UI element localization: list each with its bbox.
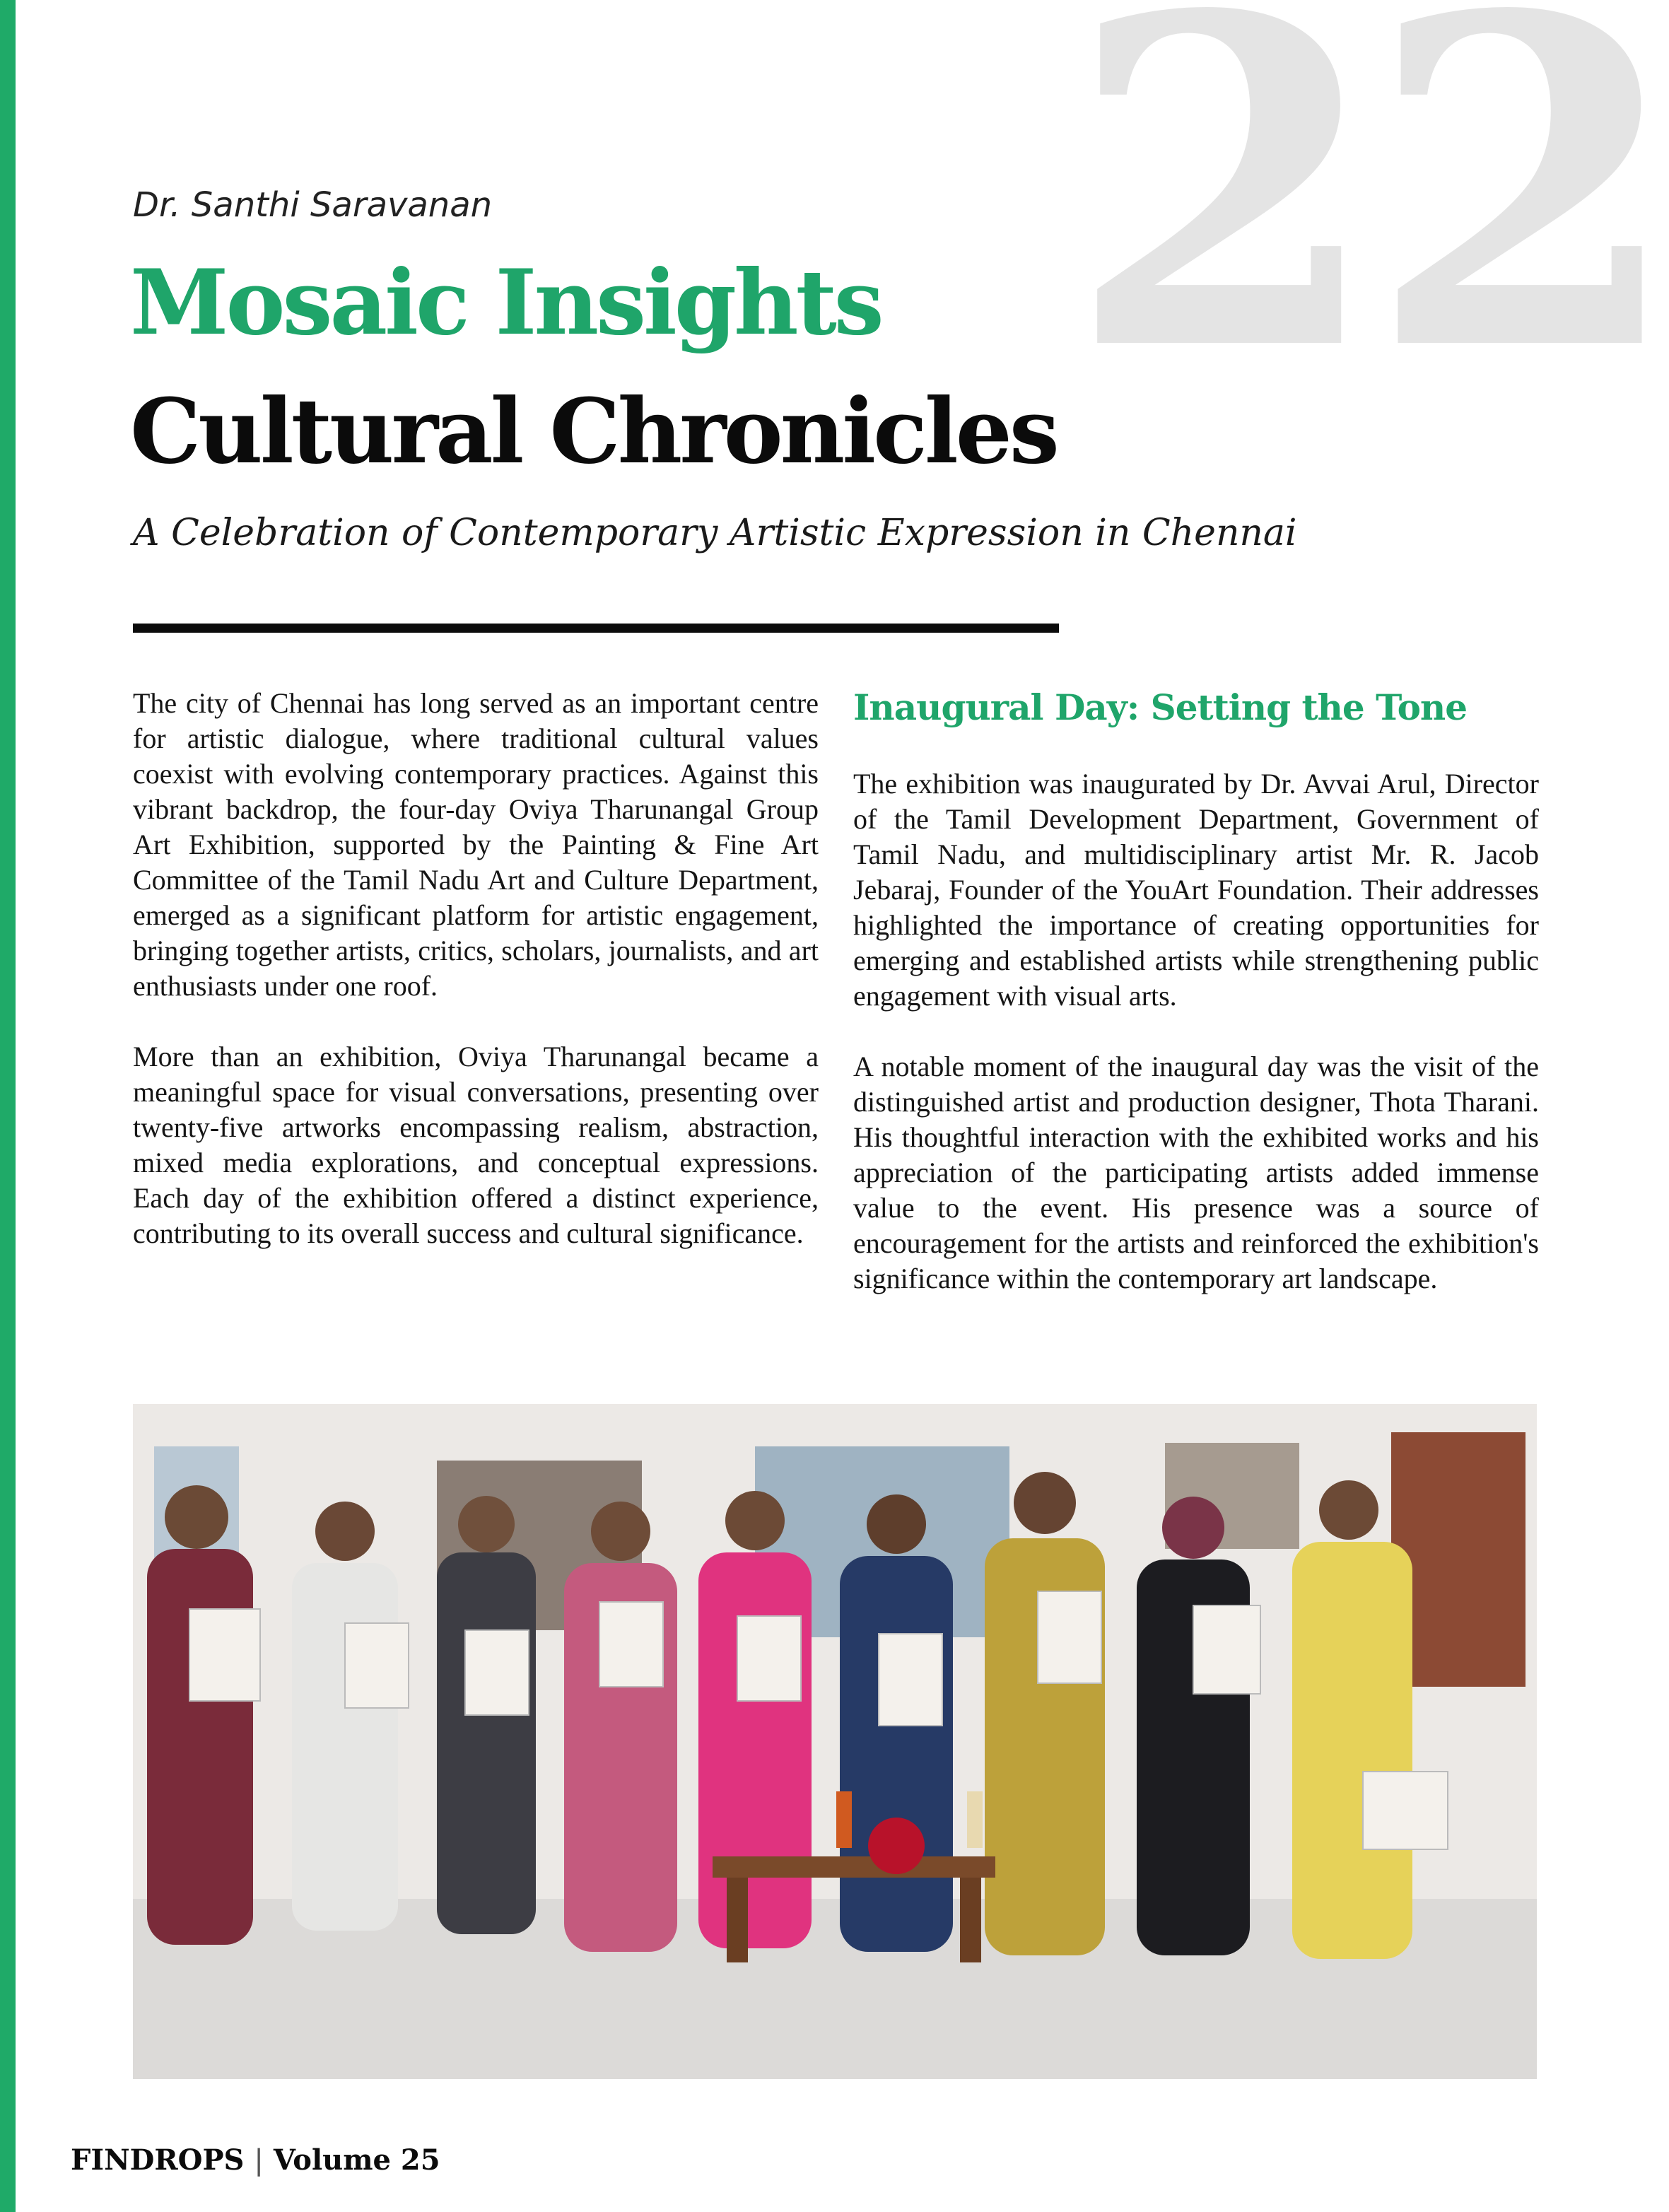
title-secondary: Cultural Chronicles (130, 379, 1057, 484)
footer (71, 2143, 440, 2177)
publication-name: FINDROPS (71, 2143, 245, 2177)
title-primary: Mosaic Insights (130, 250, 882, 355)
article-subtitle: A Celebration of Contemporary Artistic Expression in Chennai (133, 512, 1297, 554)
group-photo-icon (133, 1404, 1537, 2079)
section-heading: Inaugural Day: Setting the Tone (853, 686, 1468, 728)
group-photo (133, 1404, 1537, 2079)
right-column (853, 686, 1539, 1332)
footer-separator: | (254, 2144, 264, 2177)
left-column (133, 686, 819, 1287)
paragraph: The exhibition was inaugurated by Dr. Avvai Arul, Director of the Tamil Development Department, Government of Tamil Nadu, and multidisciplinary artist Mr. R. Jacob Jebaraj, Founder of the YouArt Foundation. Their addresses highlighted the importance of creating opportunities for emerging and established artists while strengthening public engagement with visual arts. (853, 768, 1539, 1012)
paragraph: The city of Chennai has long served as an important centre for artistic dialogue, where traditional cultural values coexist with evolving contemporary practices. Against this vibrant backdrop, the four-day Oviya Tharunangal Group Art Exhibition, supported by the Painting & Fine Art Committee of the Tamil Nadu Art and Culture Department, emerged as a significant platform for artistic engagement, bringing together artists, critics, scholars, journalists, and art enthusiasts under one roof. (133, 687, 819, 1002)
volume-label: Volume 25 (273, 2143, 440, 2177)
page-number: 22 (1067, 0, 1668, 450)
accent-bar (0, 0, 16, 2212)
author-name: Dr. Santhi Saravanan (133, 185, 493, 225)
paragraph: More than an exhibition, Oviya Tharunangal became a meaningful space for visual conversations, presenting over twenty-five artworks encompassing realism, abstraction, mixed media explorations, and conceptual expressions. Each day of the exhibition offered a distinct experience, contributing to its overall success and cultural significance. (133, 1041, 819, 1249)
paragraph: A notable moment of the inaugural day was the visit of the distinguished artist and production designer, Thota Tharani. His thoughtful interaction with the exhibited works and his appreciation of the participating artists added immense value to the event. His presence was a source of encouragement for the artists and reinforced the exhibition's significance within the contemporary art landscape. (853, 1051, 1539, 1294)
title-divider (133, 624, 1059, 633)
